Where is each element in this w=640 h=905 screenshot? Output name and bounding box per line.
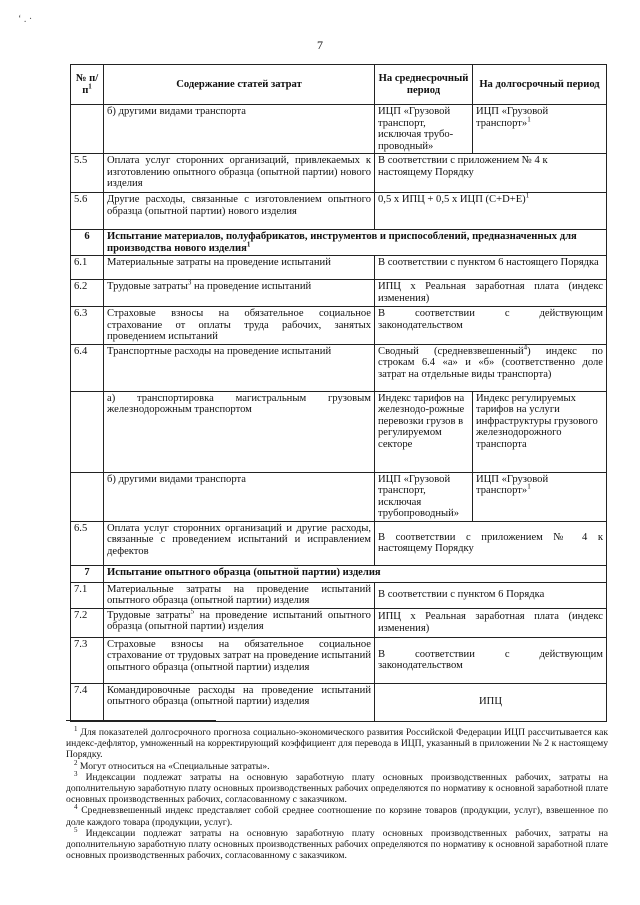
section-title: Испытание материалов, полуфабрикатов, инструментов и приспособлений, предназначенных для производства нового изделия$^1$ (104, 230, 607, 256)
row-long: Индекс регулируемых тарифов на услуги инфраструктуры грузового железнодорожного транспорта (473, 391, 607, 472)
table-row (71, 683, 607, 721)
table-row (71, 256, 607, 280)
row-merged-value: В соответствии с пунктом 6 Порядка (375, 582, 607, 608)
row-num: 7.3 (71, 637, 104, 683)
footnote: $^4$ Средневзвешенный индекс представляет собой среднее соотношение по корзине товаров (продукции, услуг), взвешенное по доле каждого товара (продукции, услуг). (66, 803, 608, 828)
table-row (71, 154, 607, 193)
row-merged-value: ИПЦ х Реальная заработная плата (индекс изменения) (375, 608, 607, 637)
footnote: $^2$ Могут относиться на «Специальные затраты». (74, 758, 270, 772)
row-num: 6 (71, 230, 104, 256)
table-row (71, 105, 607, 154)
row-num: 7 (71, 565, 104, 582)
row-num: 6.3 (71, 307, 104, 345)
row-merged-value: В соответствии с приложением № 4 к настоящему Порядку (375, 154, 607, 193)
row-merged-value: ИПЦ (375, 683, 607, 721)
cost-table (70, 64, 607, 722)
row-content: Материальные затраты на проведение испытаний опытного образца (опытной партии) изделия (104, 582, 375, 608)
table-row (71, 582, 607, 608)
table-row (71, 307, 607, 345)
row-merged-value: В соответствии с действующим законодательством (375, 307, 607, 345)
header-content: Содержание статей затрат (104, 65, 375, 105)
row-content: Страховые взносы на обязательное социальное страхование от оплаты труда рабочих, занятых проведением испытаний (104, 307, 375, 345)
row-merged-value: Сводный (средневзвешенный$^4$) индекс по строкам 6.4 «а» и «б» (соответственно доле затрат на отдельные виды транспорта) (375, 344, 607, 391)
row-medium: Индекс тарифов на железнодо-рожные перевозки грузов в регулируемом секторе (375, 391, 473, 472)
table-header-row (71, 65, 607, 105)
row-num: 6.2 (71, 280, 104, 307)
table-row (71, 472, 607, 521)
header-long: На долгосрочный период (473, 65, 607, 105)
row-num: 6.5 (71, 521, 104, 565)
row-merged-value: В соответствии с приложением № 4 к настоящему Порядку (375, 521, 607, 565)
section-row (71, 565, 607, 582)
row-merged-value: В соответствии с действующим законодательством (375, 637, 607, 683)
header-medium: На среднесрочный период (375, 65, 473, 105)
row-merged-value: ИПЦ х Реальная заработная плата (индекс изменения) (375, 280, 607, 307)
row-content: Командировочные расходы на проведение испытаний опытного образца (опытной партии) изделия (104, 683, 375, 721)
footnote: $^5$ Индексации подлежат затраты на основную заработную плату основных производственных рабочих, затраты на дополнительную заработную плату основных производственных рабочих определяются по нормативу к основной заработной плате основных производственных рабочих, согласованному с заказчиком. (66, 825, 608, 862)
section-title: Испытание опытного образца (опытной партии) изделия (104, 565, 607, 582)
row-content: Трудовые затраты$^5$ на проведение испытаний опытного образца (опытной партии) изделия (104, 608, 375, 637)
row-content: Оплата услуг сторонних организаций и другие расходы, связанные с проведением испытаний и исправлением дефектов (104, 521, 375, 565)
row-num: 5.6 (71, 193, 104, 230)
row-medium: ИЦП «Грузовой транспорт, исключая трубопроводный» (375, 472, 473, 521)
row-num: 6.4 (71, 344, 104, 391)
row-content: Страховые взносы на обязательное социальное страхование от трудовых затрат на проведение испытаний опытного образца (опытной партии) изделия (104, 637, 375, 683)
row-medium: ИЦП «Грузовой транспорт, исключая трубо-проводный» (375, 105, 473, 154)
row-content: Транспортные расходы на проведение испытаний (104, 344, 375, 391)
row-content: Трудовые затраты$^3$ на проведение испытаний (104, 280, 375, 307)
row-content: б) другими видами транспорта (104, 472, 375, 521)
row-merged-value: В соответствии с пунктом 6 настоящего Порядка (375, 256, 607, 280)
table-row (71, 344, 607, 391)
row-content: б) другими видами транспорта (104, 105, 375, 154)
table-row (71, 637, 607, 683)
footnote: $^3$ Индексации подлежат затраты на основную заработную плату основных производственных рабочих, затраты на дополнительную заработную плату основных производственных рабочих определяются по нормативу к основной заработной плате основных производственных рабочих, согласованному с заказчиком. (66, 769, 608, 806)
section-row (71, 230, 607, 256)
row-num: 5.5 (71, 154, 104, 193)
row-content: Другие расходы, связанные с изготовлением опытного образца (опытной партии) нового изделия (104, 193, 375, 230)
footnotes (66, 720, 608, 861)
row-long: ИЦП «Грузовой транспорт»$^1$ (473, 472, 607, 521)
scan-corner-marks: ‘ . · (18, 14, 33, 25)
row-long: ИЦП «Грузовой транспорт»$^1$ (473, 105, 607, 154)
row-num: 7.4 (71, 683, 104, 721)
row-content: а) транспортировка магистральным грузовым железнодорожным транспортом (104, 391, 375, 472)
table-row (71, 608, 607, 637)
row-num: 7.1 (71, 582, 104, 608)
table-row (71, 193, 607, 230)
footnote: $^1$ Для показателей долгосрочного прогноза социально-экономического развития Российской Федерации ИЦП рассчитывается как индекс-дефлятор, умноженный на корректирующий коэффициент для перевода в ИЦП, указанный в приложении № 2 к настоящему Порядку. (66, 724, 608, 761)
row-content: Материальные затраты на проведение испытаний (104, 256, 375, 280)
footnote-divider (66, 720, 216, 721)
header-num: № $п/п^1$ (71, 65, 104, 105)
row-num: 7.2 (71, 608, 104, 637)
table-row (71, 391, 607, 472)
table-row (71, 521, 607, 565)
table-row (71, 280, 607, 307)
page-number: 7 (317, 38, 323, 52)
row-content: Оплата услуг сторонних организаций, привлекаемых к изготовлению опытного образца (опытной партии) нового изделия (104, 154, 375, 193)
row-merged-value: 0,5 х ИПЦ + 0,5 х ИЦП $(С+D+E)^1$ (375, 193, 607, 230)
row-num: 6.1 (71, 256, 104, 280)
